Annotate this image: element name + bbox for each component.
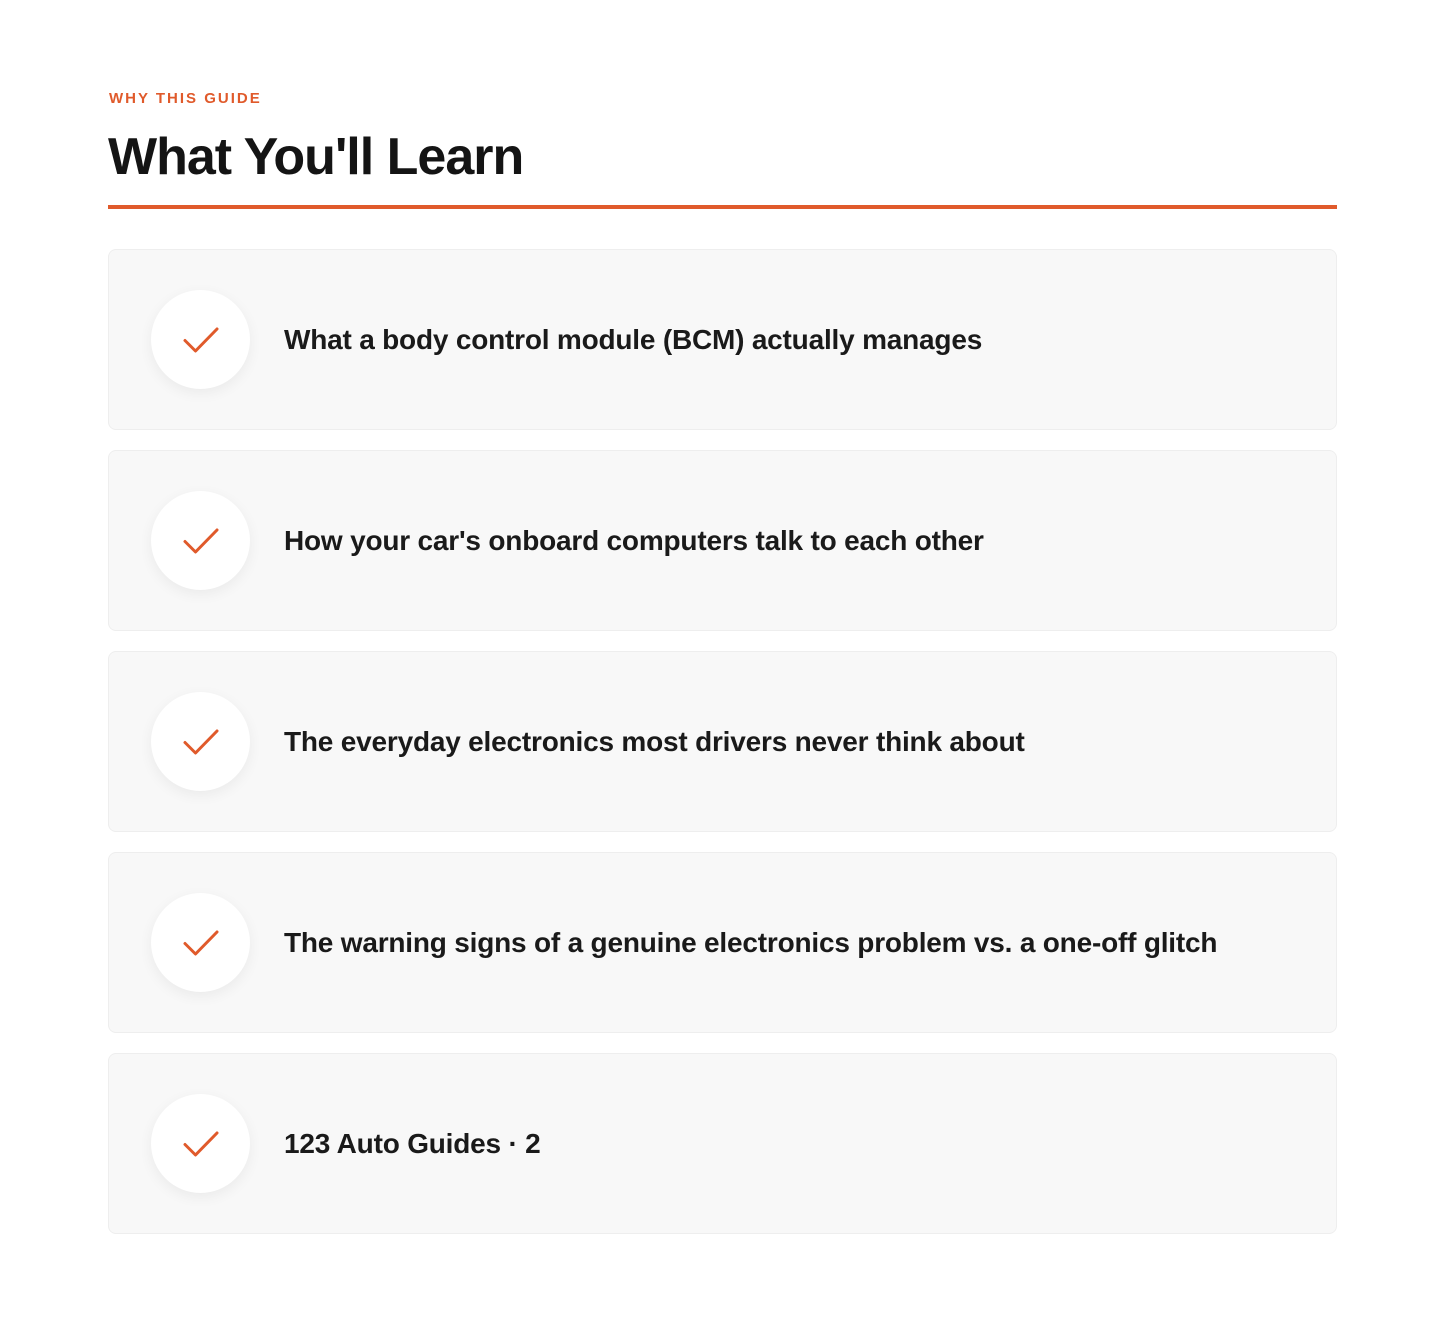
checkmark-icon [181, 320, 221, 360]
learning-point-card [108, 249, 1337, 430]
learning-point-text: The warning signs of a genuine electronics problem vs. a one-off glitch [284, 926, 1218, 958]
page-title: What You'll Learn [108, 128, 524, 186]
learning-point-card [108, 1053, 1337, 1234]
checkmark-icon [181, 521, 221, 561]
learning-point-card [108, 450, 1337, 631]
checkmark-badge [151, 1094, 250, 1193]
learning-point-text: The everyday electronics most drivers never think about [284, 725, 1025, 757]
learning-point-text: How your car's onboard computers talk to each other [284, 524, 984, 556]
checkmark-badge [151, 893, 250, 992]
learning-points-list [108, 249, 1337, 1254]
checkmark-icon [181, 1124, 221, 1164]
checkmark-icon [181, 923, 221, 963]
learning-point-text: 123 Auto Guides · 2 [284, 1127, 541, 1159]
learning-point-card [108, 852, 1337, 1033]
checkmark-badge [151, 692, 250, 791]
checkmark-badge [151, 290, 250, 389]
learning-point-card [108, 651, 1337, 832]
section-eyebrow: WHY THIS GUIDE [109, 90, 262, 107]
checkmark-badge [151, 491, 250, 590]
learning-point-text: What a body control module (BCM) actually manages [284, 323, 983, 355]
title-divider [108, 205, 1337, 209]
checkmark-icon [181, 722, 221, 762]
